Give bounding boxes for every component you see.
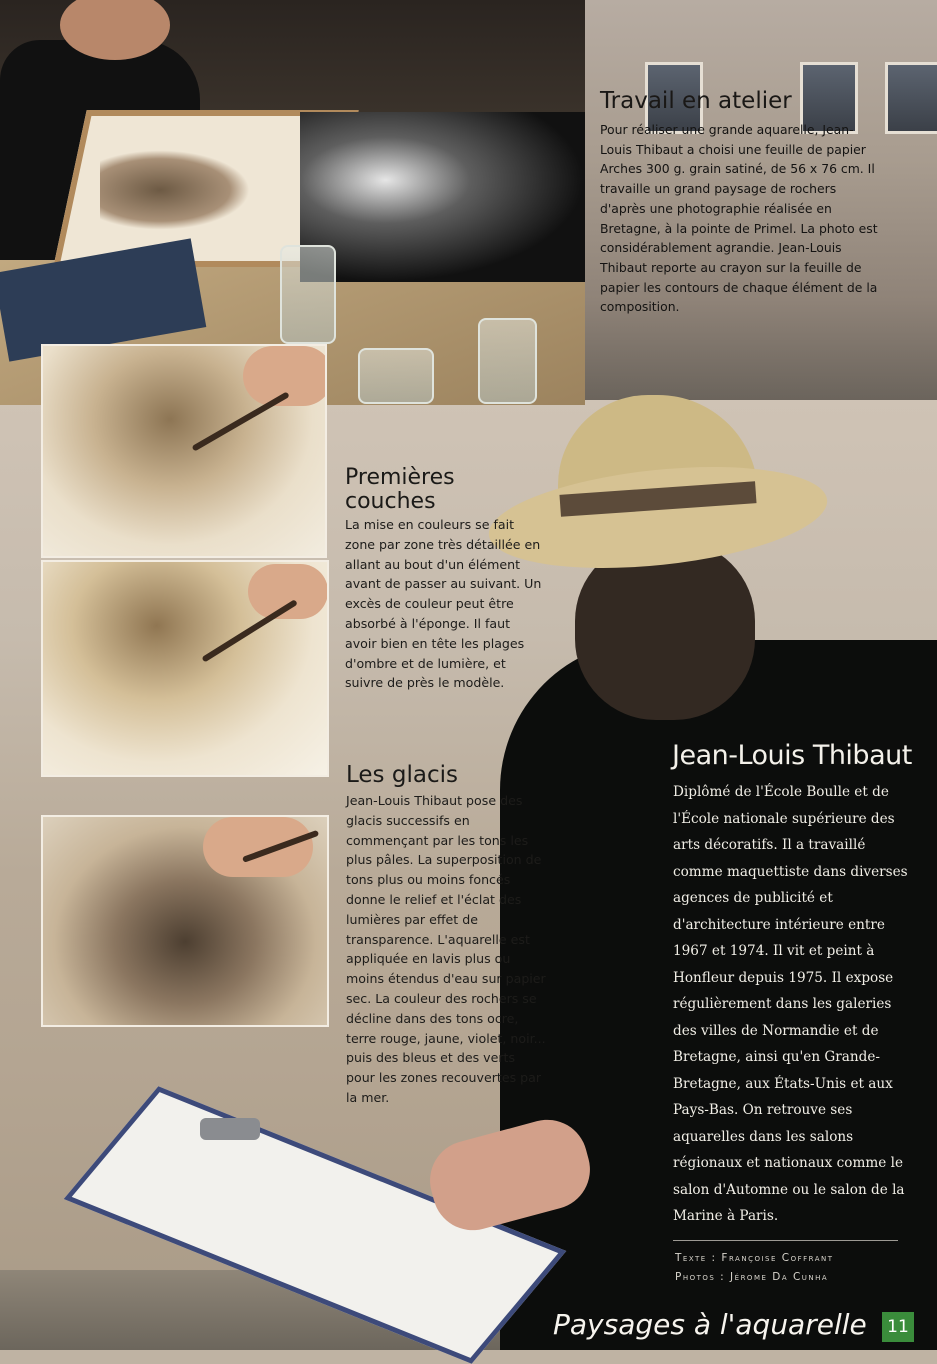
photo-credit: Photos : Jérome Da Cunha: [675, 1271, 829, 1283]
step-photo-glazes: [41, 815, 329, 1027]
hand: [248, 564, 328, 619]
brush: [201, 599, 297, 662]
hand: [203, 817, 313, 877]
step-photo-first-layers: [41, 344, 327, 558]
water-jar: [478, 318, 537, 404]
bio-name: Jean-Louis Thibaut: [672, 740, 912, 771]
text-credit: Texte : Françoise Coffrant: [675, 1252, 834, 1264]
step-photo-second-layers: [41, 560, 329, 777]
bio-text: Diplômé de l'École Boulle et de l'École nationale supérieure des arts décoratifs. Il a travaillé comme maquettiste dans diverses agences de publicité et d'architecture intérieure entre 1967 et 1974. Il vit et peint à Honfleur depuis 1975. Il expose régulièrement dans les galeries des villes de Normandie et de Bretagne, ainsi qu'en Grande-Bretagne, aux États-Unis et aux Pays-Bas. On retrouve ses aquarelles dans les salons régionaux et nationaux comme le salon d'Automne ou le salon de la Marine à Paris.: [673, 784, 908, 1224]
brush: [192, 391, 290, 451]
footer-title: Paysages à l'aquarelle: [553, 1308, 867, 1341]
glacis-title: Les glacis: [346, 762, 458, 788]
atelier-title: Travail en atelier: [600, 88, 792, 114]
premieres-couches-text: La mise en couleurs se fait zone par zone très détaillée en allant au bout d'un élément avant de passer au suivant. Un excès de couleur peut être absorbé à l'éponge. Il faut avoir bien en tête les plages d'ombre et de lumière, et suivre de près le modèle.: [345, 517, 542, 691]
reference-rock-photo: [300, 112, 585, 282]
divider: [673, 1240, 898, 1241]
page-number: 11: [882, 1312, 914, 1342]
board-clip: [200, 1118, 260, 1140]
water-jar: [358, 348, 434, 404]
water-jar: [280, 245, 336, 344]
watercolor-wash: [100, 150, 250, 230]
building-window: [885, 62, 937, 134]
premieres-couches-title: Premières couches: [345, 465, 455, 514]
glacis-text: Jean-Louis Thibaut pose des glacis successifs en commençant par les tons les plus pâles. La superposition de tons plus ou moins foncés donne le relief et l'éclat des lumières par effet de transparence. L'aquarelle est appliquée en lavis plus ou moins étendus d'eau sur papier sec. La couleur des rochers se décline dans des tons ocre, terre rouge, jaune, violet, noir... puis des bleus et des verts pour les zones recouvertes par la mer.: [346, 793, 546, 1105]
atelier-text: Pour réaliser une grande aquarelle, Jean-Louis Thibaut a choisi une feuille de papier Arches 300 g. grain satiné, de 56 x 76 cm. Il travaille un grand paysage de rochers d'après une photographie réalisée en Bretagne, à la pointe de Primel. La photo est considérablement agrandie. Jean-Louis Thibaut reporte au crayon sur la feuille de papier les contours de chaque élément de la composition.: [600, 122, 878, 315]
